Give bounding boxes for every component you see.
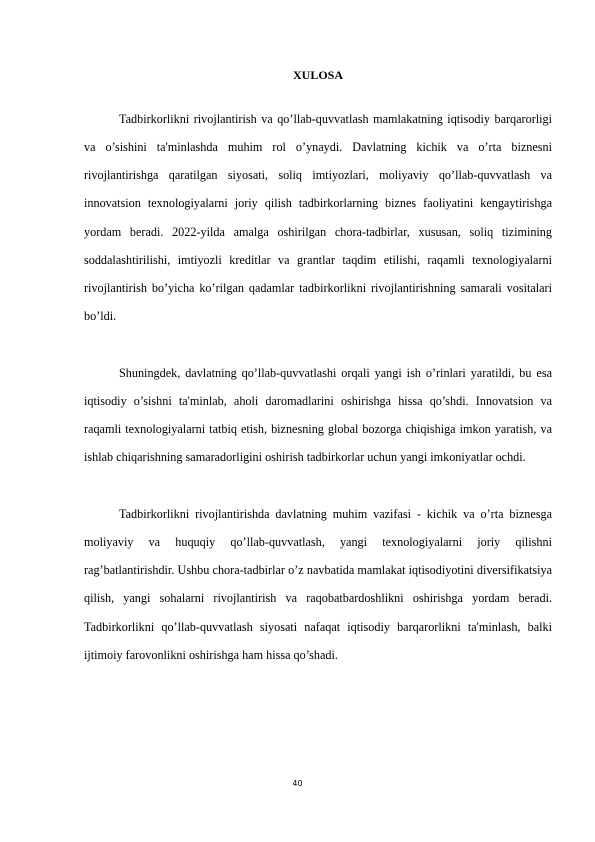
paragraph-1: Tadbirkorlikni rivojlantirish va qo’llab-quvvatlash mamlakatning iqtisodiy barqarorligi va o’sishini ta'minlashda muhim rol o’ynaydi. Davlatning kichik va o’rta biznesni rivojlantirishga qaratilgan siyosati, soliq imtiyozlari, moliyaviy qo’llab-quvvatlash va innovatsion texnologiyalarni joriy qilish tadbirkorlarning biznes faoliyatini kengaytirishga yordam beradi. 2022-yilda amalga oshirilgan chora-tadbirlar, xususan, soliq tizimining soddalashtirilishi, imtiyozli kreditlar va grantlar taqdim etilishi, raqamli texnologiyalarni rivojlantirish bo’yicha ko’rilgan qadamlar tadbirkorlikni rivojlantirishning samarali vositalari bo’ldi. (84, 112, 552, 324)
paragraph-3: Tadbirkorlikni rivojlantirishda davlatning muhim vazifasi - kichik va o’rta biznesga moliyaviy va huquqiy qo’llab-quvvatlash, yangi texnologiyalarni joriy qilishni rag’batlantirishdir. Ushbu chora-tadbirlar o’z navbatida mamlakat iqtisodiyotini diversifikatsiya qilish, yangi sohalarni rivojlantirish va raqobatbardoshlikni oshirishga yordam beradi. Tadbirkorlikni qo’llab-quvvatlash siyosati nafaqat iqtisodiy barqarorlikni ta'minlash, balki ijtimoiy farovonlikni oshirishga ham hissa qo’shadi. (84, 507, 552, 662)
section-title: XULOSA (292, 68, 343, 82)
page-number: 40 (292, 779, 303, 788)
paragraph-2: Shuningdek, davlatning qo’llab-quvvatlashi orqali yangi ish o’rinlari yaratildi, bu esa iqtisodiy o’sishni ta'minlab, aholi daromadlarini oshirishga hissa qo’shdi. Innovatsion va raqamli texnologiyalarni tatbiq etish, biznesning global bozorga chiqishiga imkon yaratish, va ishlab chiqarishning samaradorligini oshirish tadbirkorlar uchun yangi imkoniyatlar ochdi. (84, 366, 552, 465)
